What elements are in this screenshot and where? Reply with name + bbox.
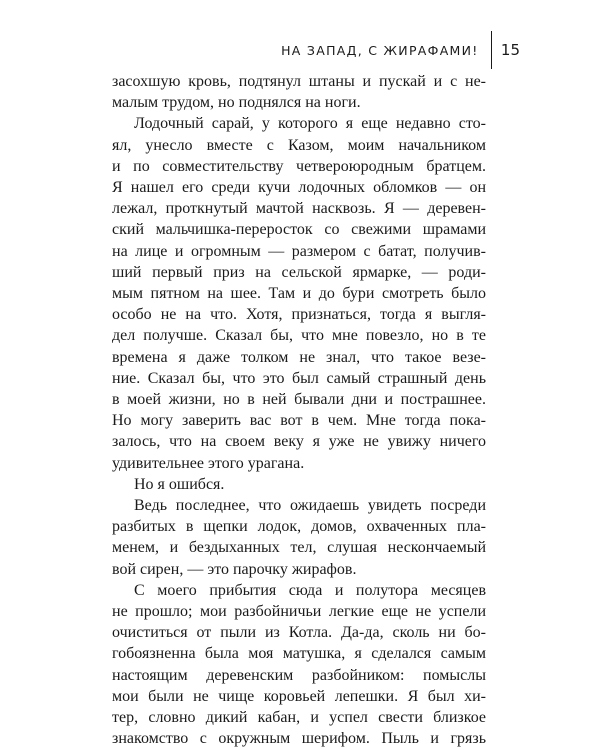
text-line: ский мальчишка-переросток со свежими шрамами	[112, 221, 486, 239]
text-line: очиститься от пыли из Котла. Да-да, сколь ни бо-	[112, 624, 486, 642]
text-line: менем, и бездыханных тел, слушая нескончаемый	[112, 539, 486, 557]
text-line: мым пятном на шее. Там и до бури смотреть было	[112, 285, 486, 303]
text-line: особо не на что. Хотя, признаться, тогда я выгля-	[112, 306, 486, 324]
text-line: не прошло; мои разбойничьи легкие еще не успели	[112, 603, 486, 621]
paragraph	[112, 580, 486, 750]
body-text	[112, 71, 486, 750]
text-line: ший первый приз на сельской ярмарке, — роди-	[112, 263, 486, 281]
text-line: Ведь последнее, что ожидаешь увидеть посреди	[134, 497, 486, 515]
text-line: залось, что на своем веку я уже не увижу ничего	[112, 433, 486, 451]
text-line: тер, словно дикий кабан, и успел свести близкое	[112, 709, 486, 727]
text-line: Но я ошибся.	[134, 475, 225, 493]
text-line: дел получше. Сказал бы, что мне повезло, но в те	[112, 327, 486, 345]
text-line: ние. Сказал бы, что это был самый страшный день	[112, 369, 486, 387]
text-line: мои были не чище коровьей лепешки. Я был хи-	[112, 687, 486, 705]
text-line: лежал, проткнутый мачтой насквозь. Я — деревен-	[112, 200, 486, 218]
text-line: С моего прибытия сюда и полутора месяцев	[134, 581, 486, 599]
text-line: Но могу заверить вас вот в чем. Мне тогда пока-	[112, 412, 486, 430]
text-line: ял, унесло вместе с Казом, моим начальником	[112, 136, 486, 154]
text-line: вой сирен, — это парочку жирафов.	[112, 560, 357, 578]
paragraph	[112, 113, 486, 473]
text-line: удивительнее этого урагана.	[112, 454, 305, 472]
page-number: 15	[500, 41, 520, 59]
text-line: настоящим деревенским разбойником: помыслы	[112, 666, 486, 684]
running-header	[281, 38, 520, 62]
text-line: и по совместительству четвероюродным братцем.	[112, 157, 486, 175]
text-line: малым трудом, но поднялся на ноги.	[112, 94, 361, 112]
text-line: разбитых в щепки лодок, домов, охваченных пла-	[112, 518, 486, 536]
paragraph	[112, 474, 486, 495]
text-line: Я нашел его среди кучи лодочных обломков — он	[112, 179, 486, 197]
text-line: времена я даже толком не знал, что такое везе-	[112, 348, 486, 366]
text-line: Лодочный сарай, у которого я еще недавно сто-	[134, 115, 486, 133]
text-line: гобоязненна была моя матушка, я сделался самым	[112, 645, 486, 663]
text-line: на лице и огромным — размером с батат, получив-	[112, 242, 486, 260]
text-line: знакомство с окружным шерифом. Пыль и грязь	[112, 730, 486, 748]
paragraph	[112, 71, 486, 113]
text-line: засохшую кровь, подтянул штаны и пускай и с не-	[112, 73, 486, 90]
text-line: в моей жизни, но в ней бывали дни и пострашнее.	[112, 391, 486, 409]
header-divider	[491, 31, 492, 69]
paragraph	[112, 495, 486, 580]
chapter-title: НА ЗАПАД, С ЖИРАФАМИ!	[281, 42, 479, 58]
